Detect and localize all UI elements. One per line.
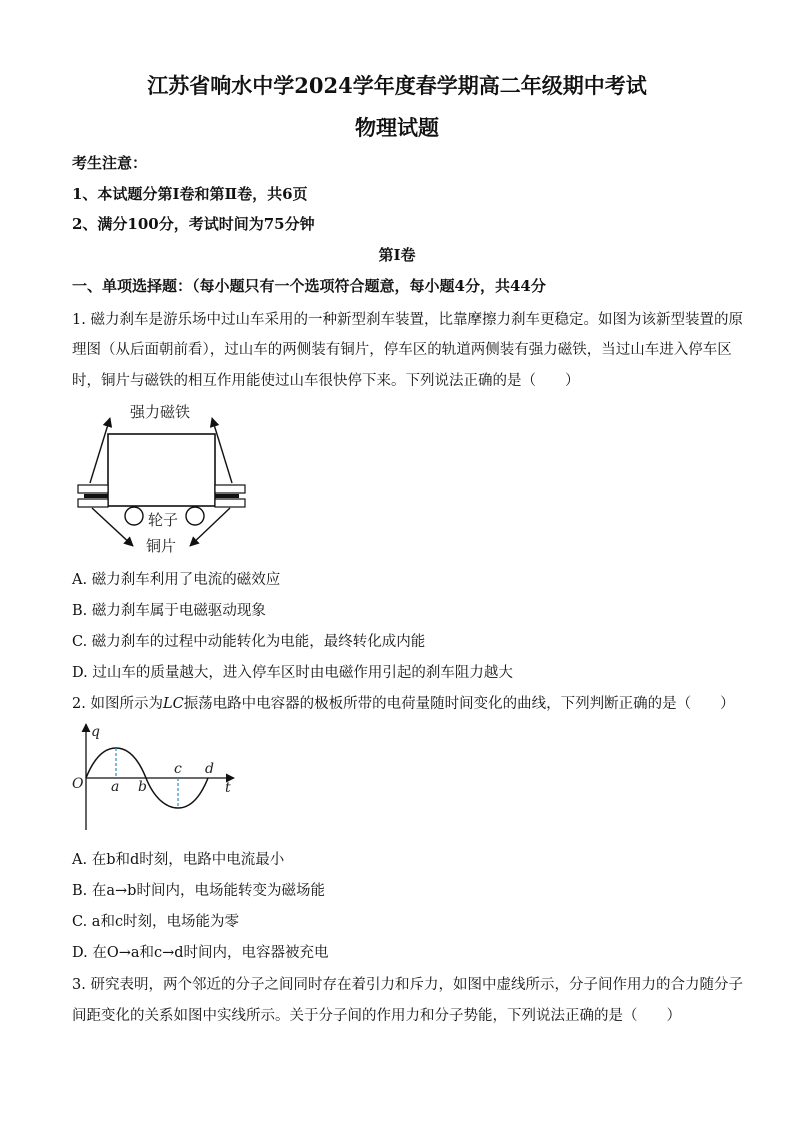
q2-stem-after: 振荡电路中电容器的极板所带的电荷量随时间变化的曲线，下列判断正确的是（ ） xyxy=(183,696,735,712)
section-heading: 一、单项选择题：（每小题只有一个选项符合题意，每小题4分，共44分 xyxy=(72,277,546,295)
q1-option-a: A. 磁力刹车利用了电流的磁效应 xyxy=(72,572,281,588)
magnet-label: 强力磁铁 xyxy=(130,403,191,421)
wheel-label: 轮子 xyxy=(148,511,179,529)
point-d: d xyxy=(205,761,214,777)
left-copper xyxy=(84,494,108,498)
right-wheel xyxy=(186,507,204,525)
q2-option-b: B. 在a→b时间内，电场能转变为磁场能 xyxy=(72,883,325,899)
q2-option-c: C. a和c时刻，电场能为零 xyxy=(72,914,240,930)
q2-option-a: A. 在b和d时刻，电路中电流最小 xyxy=(72,852,285,868)
q2-stem-before: 2. 如图所示为 xyxy=(72,696,163,712)
q1-figure xyxy=(70,395,260,560)
left-magnet-top xyxy=(78,485,108,493)
right-magnet-bottom xyxy=(215,499,245,507)
q2-option-d: D. 在O→a和c→d时间内，电容器被充电 xyxy=(72,945,329,961)
notice-heading: 考生注意： xyxy=(72,154,148,172)
left-wheel xyxy=(125,507,143,525)
car-body xyxy=(108,434,215,506)
q1-option-d: D. 过山车的质量越大，进入停车区时由电磁作用引起的刹车阻力越大 xyxy=(72,665,513,681)
right-magnet-top xyxy=(215,485,245,493)
notice-item-1: 1、本试题分第Ⅰ卷和第Ⅱ卷，共6页 xyxy=(72,185,308,203)
q1-stem-line-1: 1. 磁力刹车是游乐场中过山车采用的一种新型刹车装置，比靠摩擦力刹车更稳定。如图为该新型装置的原 xyxy=(72,312,743,328)
page-subtitle: 物理试题 xyxy=(355,115,439,140)
right-copper xyxy=(215,494,239,498)
copper-label: 铜片 xyxy=(146,537,177,555)
q1-stem-line-3: 时，铜片与磁铁的相互作用能使过山车很快停下来。下列说法正确的是（ ） xyxy=(72,373,580,389)
q2-stem xyxy=(72,692,735,713)
point-b: b xyxy=(138,779,147,795)
q2-figure xyxy=(68,718,248,836)
notice-item-2: 2、满分100分，考试时间为75分钟 xyxy=(72,215,315,233)
left-magnet-bottom xyxy=(78,499,108,507)
point-a: a xyxy=(111,779,120,795)
q3-stem-line-1: 3. 研究表明，两个邻近的分子之间同时存在着引力和斥力，如图中虚线所示，分子间作用力的合力随分子 xyxy=(72,977,743,993)
q1-option-b: B. 磁力刹车属于电磁驱动现象 xyxy=(72,603,266,619)
q1-option-c: C. 磁力刹车的过程中动能转化为电能，最终转化成内能 xyxy=(72,634,426,650)
y-axis-label: q xyxy=(91,724,100,740)
point-c: c xyxy=(174,761,182,777)
q3-stem-line-2: 间距变化的关系如图中实线所示。关于分子间的作用力和分子势能，下列说法正确的是（ ） xyxy=(72,1008,681,1024)
origin-label: O xyxy=(72,776,84,792)
q1-stem-line-2: 理图（从后面朝前看），过山车的两侧装有铜片，停车区的轨道两侧装有强力磁铁，当过山车进入停车区 xyxy=(72,342,732,358)
q2-stem-lc: LC xyxy=(162,696,184,712)
part-label: 第Ⅰ卷 xyxy=(378,246,416,264)
x-axis-label: t xyxy=(225,780,231,796)
page-title: 江苏省响水中学2024学年度春学期高二年级期中考试 xyxy=(147,73,647,98)
